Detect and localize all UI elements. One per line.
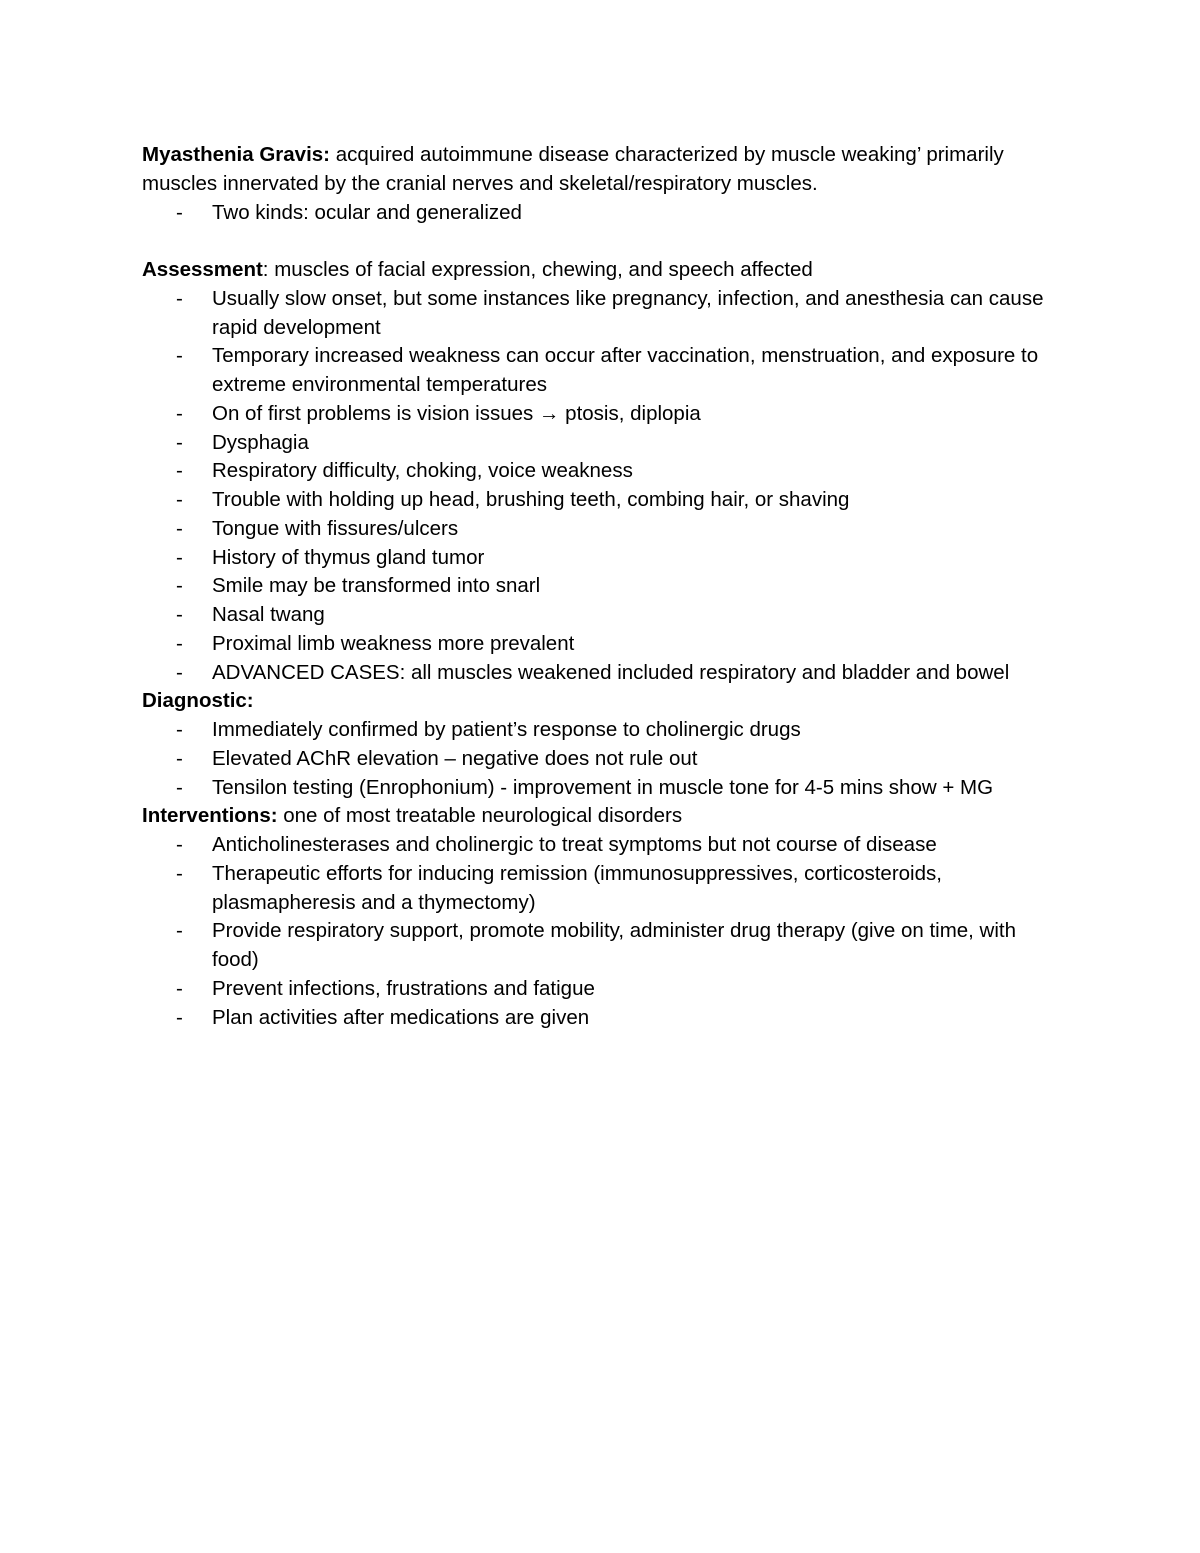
list-item bbox=[142, 400, 1062, 429]
dash-bullet: - bbox=[176, 718, 183, 741]
list-item bbox=[142, 1004, 1062, 1033]
list-item bbox=[142, 917, 1062, 975]
document-body bbox=[142, 141, 1062, 1032]
list-item-text: History of thymus gland tumor bbox=[212, 545, 485, 569]
dash-bullet: - bbox=[176, 976, 183, 1000]
list-item-text: Anticholinesterases and cholinergic to treat symptoms but not course of disease bbox=[212, 833, 937, 856]
section-text: one of most treatable neurological disorders bbox=[277, 804, 683, 828]
section-heading: Myasthenia Gravis: bbox=[142, 143, 330, 166]
section-text: acquired autoimmune disease characterized by muscle weaking’ primarily muscles innervated by the cranial nerves and skeletal/respiratory muscles. bbox=[142, 143, 1004, 195]
list-item-text: Proximal limb weakness more prevalent bbox=[212, 631, 575, 655]
dash-bullet: - bbox=[176, 516, 183, 540]
dash-bullet: - bbox=[176, 200, 183, 224]
list-item-text: Plan activities after medications are given bbox=[212, 1005, 590, 1029]
section-intro bbox=[142, 687, 1062, 716]
list-item bbox=[142, 659, 1062, 688]
dash-bullet: - bbox=[176, 603, 183, 626]
list-item-text: Therapeutic efforts for inducing remission (immunosuppressives, corticosteroids, plasmapheresis and a thymectomy) bbox=[212, 861, 942, 914]
section-text: : muscles of facial expression, chewing, and speech affected bbox=[262, 258, 813, 281]
dash-bullet: - bbox=[176, 430, 183, 454]
list-item bbox=[142, 429, 1062, 458]
list-item-text: Usually slow onset, but some instances like pregnancy, infection, and anesthesia can cause rapid development bbox=[212, 286, 1044, 339]
dash-bullet: - bbox=[176, 861, 183, 885]
list-item bbox=[142, 716, 1062, 745]
dash-bullet: - bbox=[176, 660, 183, 684]
list-item-text: Trouble with holding up head, brushing teeth, combing hair, or shaving bbox=[212, 488, 850, 511]
section-heading: Assessment bbox=[142, 258, 263, 281]
list-item-text: Nasal twang bbox=[212, 603, 325, 626]
list-item bbox=[142, 486, 1062, 515]
section-myasthenia-gravis bbox=[142, 141, 1062, 227]
list-item-text: Elevated AChR elevation – negative does not rule out bbox=[212, 746, 698, 770]
list-item-text: Tongue with fissures/ulcers bbox=[212, 516, 459, 540]
list-item-text: Immediately confirmed by patient’s response to cholinergic drugs bbox=[212, 718, 801, 741]
list-item bbox=[142, 745, 1062, 774]
list-item bbox=[142, 285, 1062, 343]
list-item-text: Provide respiratory support, promote mobility, administer drug therapy (give on time, with food) bbox=[212, 919, 1017, 971]
dash-bullet: - bbox=[176, 746, 183, 770]
section-diagnostic bbox=[142, 687, 1062, 802]
dash-bullet: - bbox=[176, 574, 183, 598]
list-item bbox=[142, 831, 1062, 860]
bullet-list bbox=[142, 831, 1062, 1032]
section-heading: Interventions: bbox=[142, 804, 278, 828]
dash-bullet: - bbox=[176, 631, 183, 655]
list-item-text: Smile may be transformed into snarl bbox=[212, 574, 541, 598]
dash-bullet: - bbox=[176, 459, 183, 483]
dash-bullet: - bbox=[176, 1005, 183, 1029]
list-item bbox=[142, 601, 1062, 630]
list-item-text: Tensilon testing (Enrophonium) - improvement in muscle tone for 4-5 mins show + MG bbox=[212, 775, 994, 799]
section-intro bbox=[142, 141, 1062, 199]
bullet-list bbox=[142, 716, 1062, 802]
dash-bullet: - bbox=[176, 919, 183, 943]
dash-bullet: - bbox=[176, 545, 183, 569]
dash-bullet: - bbox=[176, 488, 183, 511]
list-item-text: On of first problems is vision issues → ptosis, diplopia bbox=[212, 401, 701, 425]
list-item-text: ADVANCED CASES: all muscles weakened included respiratory and bladder and bowel bbox=[212, 660, 1010, 684]
dash-bullet: - bbox=[176, 344, 183, 368]
list-item-text: Dysphagia bbox=[212, 430, 309, 454]
section-assessment bbox=[142, 256, 1062, 687]
list-item-text: Temporary increased weakness can occur after vaccination, menstruation, and exposure to extreme environmental temperatures bbox=[212, 344, 1039, 396]
section-intro bbox=[142, 802, 1062, 831]
list-item-text: Respiratory difficulty, choking, voice weakness bbox=[212, 459, 633, 483]
list-item-text: Two kinds: ocular and generalized bbox=[212, 200, 522, 224]
bullet-list bbox=[142, 199, 1062, 228]
section-intro bbox=[142, 256, 1062, 285]
list-item bbox=[142, 515, 1062, 544]
dash-bullet: - bbox=[176, 401, 183, 425]
list-item-text: Prevent infections, frustrations and fatigue bbox=[212, 976, 595, 1000]
dash-bullet: - bbox=[176, 775, 183, 799]
list-item bbox=[142, 199, 1062, 228]
list-item bbox=[142, 975, 1062, 1004]
list-item bbox=[142, 572, 1062, 601]
dash-bullet: - bbox=[176, 833, 183, 856]
dash-bullet: - bbox=[176, 286, 183, 310]
list-item bbox=[142, 544, 1062, 573]
section-interventions bbox=[142, 802, 1062, 1032]
section-heading: Diagnostic: bbox=[142, 689, 254, 713]
bullet-list bbox=[142, 285, 1062, 688]
list-item bbox=[142, 860, 1062, 918]
list-item bbox=[142, 342, 1062, 400]
list-item bbox=[142, 630, 1062, 659]
list-item bbox=[142, 774, 1062, 803]
list-item bbox=[142, 457, 1062, 486]
